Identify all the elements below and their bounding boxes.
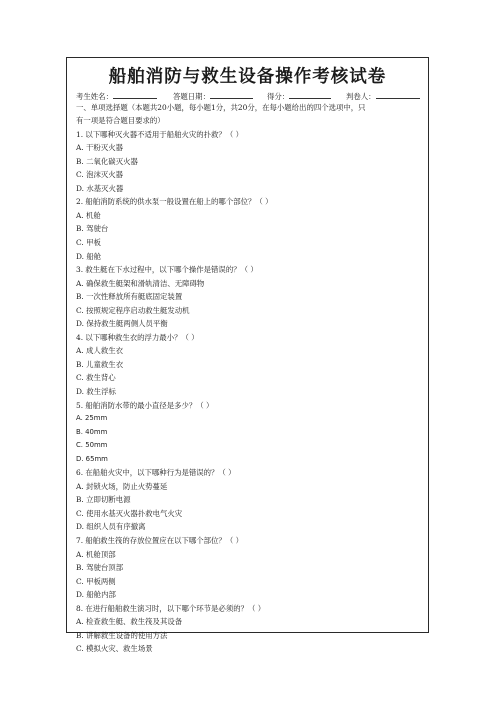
question-4-option-d[interactable]: D. 救生浮标 — [76, 386, 116, 396]
question-7-option-a[interactable]: A. 机舱顶部 — [76, 549, 116, 559]
question-8-option-b[interactable]: B. 讲解救生设备的使用方法 — [76, 630, 168, 640]
question-5-option-a[interactable]: A. 25mm — [76, 414, 108, 423]
question-5-stem: 5. 船舶消防水带的最小直径是多少？（ ） — [76, 400, 214, 410]
candidate-info-row — [76, 89, 428, 102]
question-4-option-c[interactable]: C. 救生背心 — [76, 373, 116, 383]
question-7-option-d[interactable]: D. 船舱内部 — [76, 590, 116, 600]
question-6-option-a[interactable]: A. 封锁火场，防止火势蔓延 — [76, 481, 168, 491]
question-3-stem: 3. 救生艇在下水过程中，以下哪个操作是错误的？（ ） — [76, 265, 258, 275]
grader-field[interactable] — [346, 89, 420, 103]
question-4-option-a[interactable]: A. 成人救生衣 — [76, 346, 123, 356]
question-6-option-c[interactable]: C. 使用水基灭火器扑救电气火灾 — [76, 508, 183, 518]
exam-title: 船舶消防与救生设备操作考核试卷 — [108, 67, 387, 87]
question-2-option-d[interactable]: D. 船舱 — [76, 251, 102, 261]
question-1-stem: 1. 以下哪种灭火器不适用于船舶火灾的扑救？（ ） — [76, 129, 243, 139]
question-3-option-c[interactable]: C. 按照规定程序启动救生艇发动机 — [76, 305, 190, 315]
question-5-option-c[interactable]: C. 50mm — [76, 441, 108, 450]
question-1-option-c[interactable]: C. 泡沫灭火器 — [76, 170, 124, 180]
question-1-option-a[interactable]: A. 干粉灭火器 — [76, 143, 123, 153]
section-instructions-line-1: 一、单项选择题（本题共20小题，每小题1分，共20分，在每小题给出的四个选项中，只 — [76, 103, 366, 112]
exam-sheet — [66, 57, 429, 654]
question-3-option-a[interactable]: A. 确保救生艇架和滑轨清洁、无障碍物 — [76, 278, 205, 288]
candidate-name-blank[interactable] — [113, 89, 157, 99]
question-2-stem: 2. 船舶消防系统的供水泵一般设置在船上的哪个部位？（ ） — [76, 197, 273, 207]
exam-date-label: 答题日期： — [173, 92, 210, 101]
question-2-option-b[interactable]: B. 驾驶台 — [76, 224, 109, 234]
question-8-stem: 8. 在进行船舶救生演习时，以下哪个环节是必须的？（ ） — [76, 603, 266, 613]
question-7-option-c[interactable]: C. 甲板两侧 — [76, 576, 116, 586]
score-label: 得分： — [267, 92, 290, 101]
question-6-stem: 6. 在船舶火灾中，以下哪种行为是错误的？（ ） — [76, 468, 236, 478]
grader-blank[interactable] — [376, 89, 420, 99]
question-2-option-c[interactable]: C. 甲板 — [76, 237, 101, 247]
section-heading — [76, 102, 420, 128]
question-8-option-c[interactable]: C. 模拟火灾、救生场景 — [76, 644, 153, 654]
section-instructions-line-2: 有一项是符合题目要求的） — [76, 115, 165, 125]
question-7-option-b[interactable]: B. 驾驶台顶部 — [76, 563, 124, 573]
question-5-option-b[interactable]: B. 40mm — [76, 427, 108, 436]
question-6-option-d[interactable]: D. 组织人员有序撤离 — [76, 522, 146, 532]
question-3-option-d[interactable]: D. 保持救生艇两侧人员平衡 — [76, 319, 168, 329]
candidate-name-label: 考生姓名： — [76, 92, 113, 101]
question-4-stem: 4. 以下哪种救生衣的浮力最小？（ ） — [76, 332, 199, 342]
grader-label: 判卷人： — [346, 92, 376, 101]
exam-date-blank[interactable] — [210, 89, 253, 99]
question-3-option-b[interactable]: B. 一次性释放所有艇底固定装置 — [76, 292, 183, 302]
question-1-option-b[interactable]: B. 二氧化碳灭火器 — [76, 156, 138, 166]
question-2-option-a[interactable]: A. 机舱 — [76, 210, 101, 220]
question-5-option-d[interactable]: D. 65mm — [76, 454, 108, 463]
score-field[interactable] — [267, 89, 331, 103]
exam-date-field[interactable] — [173, 89, 253, 103]
question-8-option-a[interactable]: A. 检查救生艇、救生筏及其设备 — [76, 617, 183, 627]
question-list — [76, 128, 428, 656]
score-blank[interactable] — [289, 89, 331, 99]
question-1-option-d[interactable]: D. 水基灭火器 — [76, 183, 124, 193]
candidate-name-field[interactable] — [76, 89, 157, 103]
question-6-option-b[interactable]: B. 立即切断电源 — [76, 495, 131, 505]
question-4-option-b[interactable]: B. 儿童救生衣 — [76, 359, 124, 369]
question-7-stem: 7. 船舶救生筏的存放位置应在以下哪个部位？（ ） — [76, 536, 243, 545]
